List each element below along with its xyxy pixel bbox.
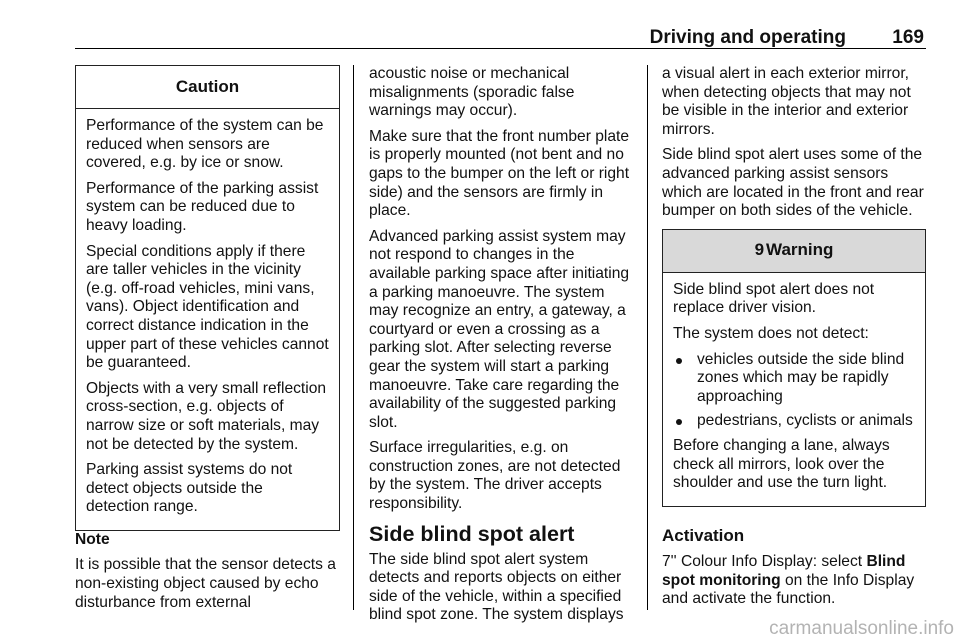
column-divider xyxy=(647,65,648,610)
section-heading: Side blind spot alert xyxy=(369,521,575,546)
body-paragraph: Surface irregularities, e.g. on construction zones, are not detected by the system. The driver accepts responsibility. xyxy=(369,439,621,513)
activation-heading: Activation xyxy=(662,525,745,545)
caution-paragraph: Special conditions apply if there are taller vehicles in the vicinity (e.g. off-road vehicles, mini vans, vans). Object identification and correct distance indication in the upper part of these vehicles cannot be guaranteed. xyxy=(86,242,329,372)
column-left xyxy=(75,65,340,619)
warning-box xyxy=(662,229,926,507)
note-text: It is possible that the sensor detects a non-existing object caused by echo disturbance from external xyxy=(75,556,336,611)
warning-title: Warning xyxy=(766,240,834,260)
body-paragraph: a visual alert in each exterior mirror, when detecting objects that may not be visible in the interior and exterior mirrors. xyxy=(662,65,911,138)
caution-paragraph: Performance of the system can be reduced when sensors are covered, e.g. by ice or snow. xyxy=(86,117,324,172)
list-item: pedestrians, cyclists or animals xyxy=(673,412,915,431)
warning-header xyxy=(663,230,925,273)
page-header xyxy=(75,18,926,49)
body-paragraph: acoustic noise or mechanical misalignments (sporadic false warnings may occur). xyxy=(369,65,575,120)
column-right xyxy=(662,65,926,616)
list-item: vehicles outside the side blind zones which may be rapidly approaching xyxy=(673,351,915,407)
caution-paragraph: Objects with a very small reflection cross-section, e.g. objects of narrow size or soft materials, may not be detected by the system. xyxy=(86,379,327,453)
caution-title: Caution xyxy=(76,66,339,109)
caution-box xyxy=(75,65,340,531)
menu-term: Blind spot monitoring xyxy=(662,553,906,589)
watermark: carmanualsonline.info xyxy=(769,618,954,639)
warning-icon: 9 xyxy=(754,240,765,260)
activation-paragraph xyxy=(662,553,926,609)
column-divider xyxy=(353,65,354,610)
activation-suffix: on the Info Display and activate the function. xyxy=(662,571,915,608)
body-paragraph: Make sure that the front number plate is properly mounted (not bent and no gaps to the bumper on the left or right side) and the sensors are firmly in place. xyxy=(369,127,630,220)
caution-paragraph: Parking assist systems do not detect objects outside the detection range. xyxy=(86,461,293,516)
body-paragraph: The side blind spot alert system detects and reports objects on either side of the vehicle, within a specified blind spot zone. The system displays xyxy=(369,550,624,624)
body-paragraph: Side blind spot alert uses some of the advanced parking assist sensors which are located in the front and rear bumper on both sides of the vehicle. xyxy=(662,146,924,220)
warning-list xyxy=(673,351,915,431)
note-title: Note xyxy=(75,530,110,548)
warning-paragraph: The system does not detect: xyxy=(673,324,869,342)
activation-prefix: 7'' Colour Info Display: select xyxy=(662,553,867,571)
caution-paragraph: Performance of the parking assist system can be reduced due to heavy loading. xyxy=(86,179,319,234)
warning-paragraph: Side blind spot alert does not replace driver vision. xyxy=(673,280,875,317)
body-paragraph: Advanced parking assist system may not respond to changes in the available parking space after initiating a parking manoeuvre. The system may recognize an entry, a gateway, a courtyard or even a crossing as a parking slot. After selecting reverse gear the system will start a parking manoeuvre. Take care regarding the availability of the suggested parking slot. xyxy=(369,227,630,431)
page-number: 169 xyxy=(892,27,924,48)
section-title: Driving and operating xyxy=(649,27,846,48)
column-middle xyxy=(369,65,634,632)
warning-paragraph: Before changing a lane, always check all mirrors, look over the shoulder and use the turn light. xyxy=(673,436,890,492)
